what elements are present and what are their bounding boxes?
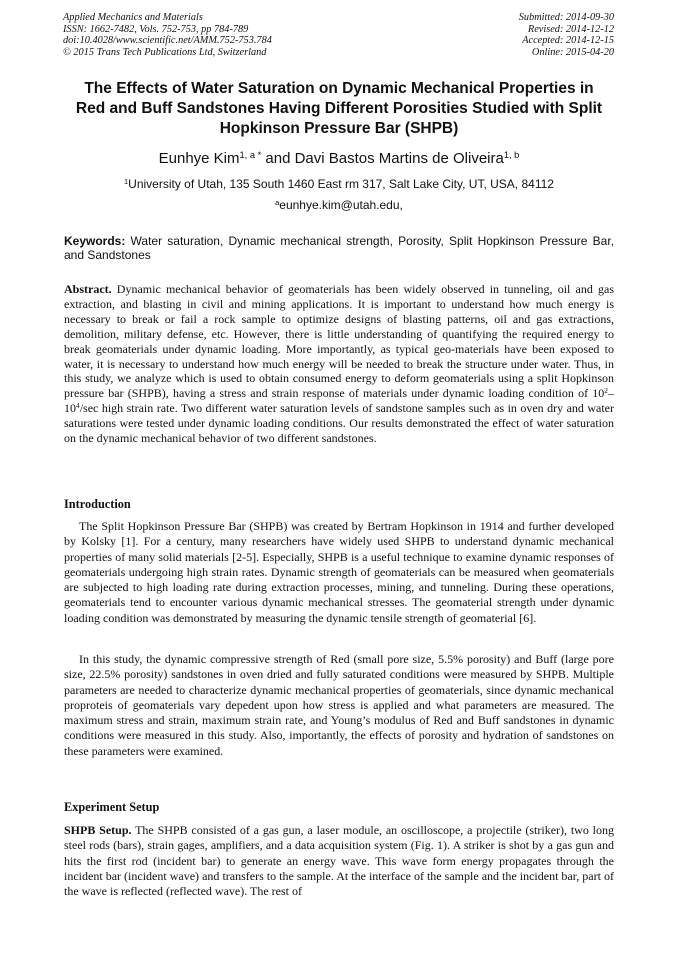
title-line: Red and Buff Sandstones Having Different Porosities Studied with Split bbox=[75, 100, 603, 117]
exponent: 2 bbox=[604, 386, 608, 396]
experiment-text: The SHPB consisted of a gas gun, a laser module, an oscilloscope, a projectile (striker), two long steel rods (bars), strain gages, amplifiers, and a data acquisition system (Fig. 1). A striker is shot by a gas gun and hits the first rod (incident bar) to generate an energy wave. This wave form energy propagates through the incident bar (incident wave) and transfers to the sample. At the interface of the sample and the incident bar, part of the wave is reflected (reflected wave). The rest of bbox=[64, 823, 614, 899]
title-line: The Effects of Water Saturation on Dynamic Mechanical Properties in bbox=[84, 80, 594, 97]
author-name: Davi Bastos Martins de Oliveira bbox=[294, 150, 504, 167]
affiliation bbox=[40, 177, 638, 191]
run-in-heading: SHPB Setup. bbox=[64, 823, 132, 837]
contact-email bbox=[40, 198, 638, 212]
keywords-label: Keywords: bbox=[64, 234, 126, 248]
affiliation-text: University of Utah, 135 South 1460 East rm 317, Salt Lake City, UT, USA, 84112 bbox=[128, 177, 554, 191]
section-heading-introduction: Introduction bbox=[64, 497, 131, 511]
accepted-date: Accepted: 2014-12-15 bbox=[522, 35, 614, 47]
section-heading-experiment-setup: Experiment Setup bbox=[64, 800, 160, 814]
keywords-block bbox=[64, 234, 614, 262]
publication-dates bbox=[519, 12, 614, 59]
online-date: Online: 2015-04-20 bbox=[531, 47, 614, 59]
author-affiliation-mark: 1, a * bbox=[239, 149, 262, 160]
title-line: Hopkinson Pressure Bar (SHPB) bbox=[219, 120, 459, 137]
email-mark: a bbox=[275, 197, 280, 207]
abstract-text: Dynamic mechanical behavior of geomaterials has been widely observed in tunneling, oil and gas extraction, and blasting in civil and mining applications. It is important to understand how much energy is necessary to break or fail a rock sample to optimize designs of blasting patterns, oil and gas extractions, demolition, military defense, etc. However, there is little understanding of quantifying the required energy to break geomaterials under dynamic loading. More importantly, as typical geo-materials have been exposed to water, it is necessary to understand how much energy will be needed to break the structure under water. Thus, in this study, we analyze which is used to obtain consumed energy to deform geomaterials using a split Hopkinson pressure bar (SHPB), having a stress and strain response of materials under dynamic loading condition of 10 bbox=[64, 282, 614, 401]
abstract-block bbox=[64, 282, 614, 446]
author-list bbox=[40, 150, 638, 167]
introduction-paragraph: The Split Hopkinson Pressure Bar (SHPB) was created by Bertram Hopkinson in 1914 and further developed by Kolsky [1]. For a century, many researchers have widely used SHPB to understand dynamic mechanical properties of many solid materials [2-5]. Especially, SHPB is a useful technique to examine dynamic responses of geomaterials undergoing high strain rates. Dynamic strength of geomaterials can be measured when geomaterials are subjected to high loading rate during extraction processes, mining, and tunneling. During these operations, geomaterials tend to encounter various dynamic mechanical stresses. The geomaterial strength under dynamic loading condition was demonstrated by measuring the dynamic tensile strength of geomaterial [6]. bbox=[64, 519, 614, 625]
abstract-text: –10 bbox=[64, 386, 614, 416]
journal-info bbox=[63, 12, 272, 59]
author-name: Eunhye Kim bbox=[158, 150, 240, 167]
email-address[interactable]: eunhye.kim@utah.edu, bbox=[279, 198, 403, 212]
keywords-text: Water saturation, Dynamic mechanical strength, Porosity, Split Hopkinson Pressure Bar, and Sandstones bbox=[64, 234, 614, 262]
author-joiner: and bbox=[261, 150, 295, 167]
abstract-text: /sec high strain rate. Two different water saturation levels of sandstone samples such as in oven dry and water saturations were tested under dynamic loading conditions. Our results demonstrated the effect of water saturation on the dynamic mechanical behavior of two different sandstones. bbox=[64, 401, 614, 446]
journal-name: Applied Mechanics and Materials bbox=[63, 12, 203, 23]
paper-title bbox=[50, 79, 628, 139]
revised-date: Revised: 2014-12-12 bbox=[527, 23, 614, 35]
affiliation-mark: 1 bbox=[124, 176, 129, 186]
submitted-date: Submitted: 2014-09-30 bbox=[518, 12, 614, 23]
author-affiliation-mark: 1, b bbox=[503, 149, 520, 160]
issn-line: ISSN: 1662-7482, Vols. 752-753, pp 784-789 bbox=[63, 23, 249, 35]
copyright-line: © 2015 Trans Tech Publications Ltd, Switzerland bbox=[63, 47, 267, 59]
exponent: 4 bbox=[76, 401, 80, 411]
doi-line: doi:10.4028/www.scientific.net/AMM.752-753.784 bbox=[63, 35, 272, 47]
experiment-paragraph bbox=[64, 823, 614, 899]
introduction-paragraph: In this study, the dynamic compressive strength of Red (small pore size, 5.5% porosity) and Buff (large pore size, 22.5% porosity) sandstones in oven dried and fully saturated conditions were measured by SHPB. Multiple parameters are needed to characterize dynamic mechanical properties of geomaterials, since dynamic mechanical proproteis of geomaterials vary depedent upon how stress is applied and what parameters are measured. The maximum stress and strain, maximum strain rate, and Young’s modulus of Red and Buff sandstones in dynamic conditions were measured in this study. Also, importantly, the effects of porosity and hydration of sandstones on these parameters were examined. bbox=[64, 652, 614, 758]
abstract-label: Abstract. bbox=[64, 282, 112, 296]
journal-header bbox=[63, 12, 614, 64]
